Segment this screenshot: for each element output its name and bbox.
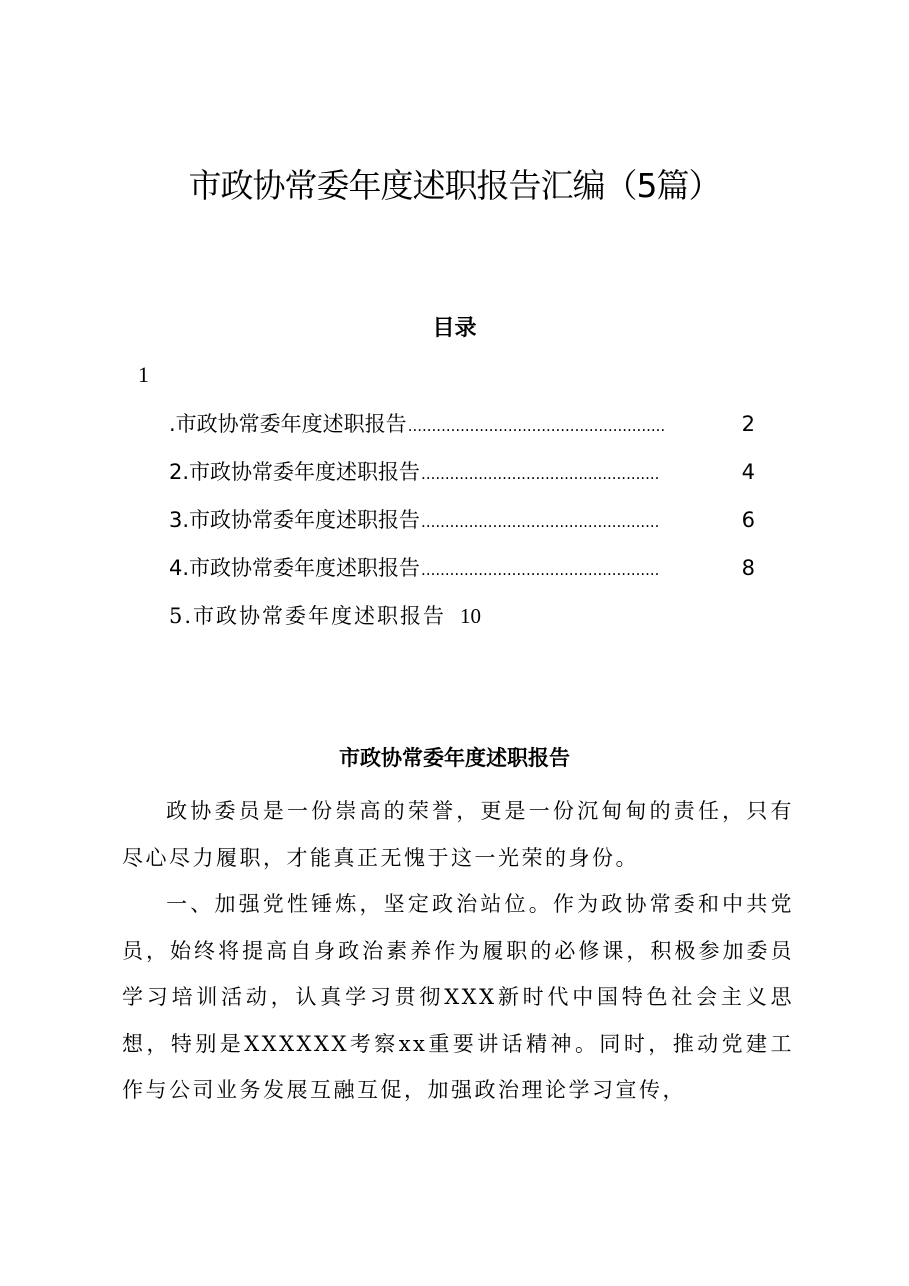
toc-entry-page: 10	[460, 604, 482, 628]
toc-marker: 1	[138, 362, 149, 387]
toc-heading: 目录	[432, 315, 477, 341]
toc-entry-page: 2	[741, 412, 755, 436]
toc-entry-page: 4	[741, 460, 755, 484]
toc-entry-page: 6	[741, 508, 755, 532]
toc-entry-label: 5.市政协常委年度述职报告	[169, 604, 447, 628]
section-body	[122, 788, 794, 1114]
body-paragraph: 政协委员是一份崇高的荣誉，更是一份沉甸甸的责任，只有尽心尽力履职，才能真正无愧于这一光荣的身份。	[122, 799, 794, 870]
toc-entry-label: 2.市政协常委年度述职报告	[169, 460, 421, 484]
toc-entry-leader: ......................................................	[407, 417, 666, 435]
toc-entry-leader: ..................................................	[421, 561, 660, 579]
toc-entry-label: 3.市政协常委年度述职报告	[169, 508, 421, 532]
toc-entry-leader: ..................................................	[421, 513, 660, 531]
toc-entry-label: 4.市政协常委年度述职报告	[169, 556, 421, 580]
toc-entry-page: 8	[741, 556, 755, 580]
document-title: 市政协常委年度述职报告汇编（5篇）	[188, 166, 721, 205]
section-title: 市政协常委年度述职报告	[339, 745, 570, 770]
toc-entry[interactable]	[169, 408, 755, 440]
body-paragraph: 一、加强党性锤炼，坚定政治站位。作为政协常委和中共党员，始终将提高自身政治素养作为履职的必修课，积极参加委员学习培训活动，认真学习贯彻XXX新时代中国特色社会主义思想，特别是XXXXXX考察xx重要讲话精神。同时，推动党建工作与公司业务发展互融互促，加强政治理论学习宣传，	[122, 892, 794, 1102]
toc-entry-leader: ..................................................	[421, 465, 660, 483]
toc-entry[interactable]	[169, 552, 755, 584]
toc-entry[interactable]	[169, 456, 755, 488]
toc-entry[interactable]	[169, 600, 755, 632]
toc-entry[interactable]	[169, 504, 755, 536]
toc-entry-label: .市政协常委年度述职报告	[169, 412, 407, 436]
